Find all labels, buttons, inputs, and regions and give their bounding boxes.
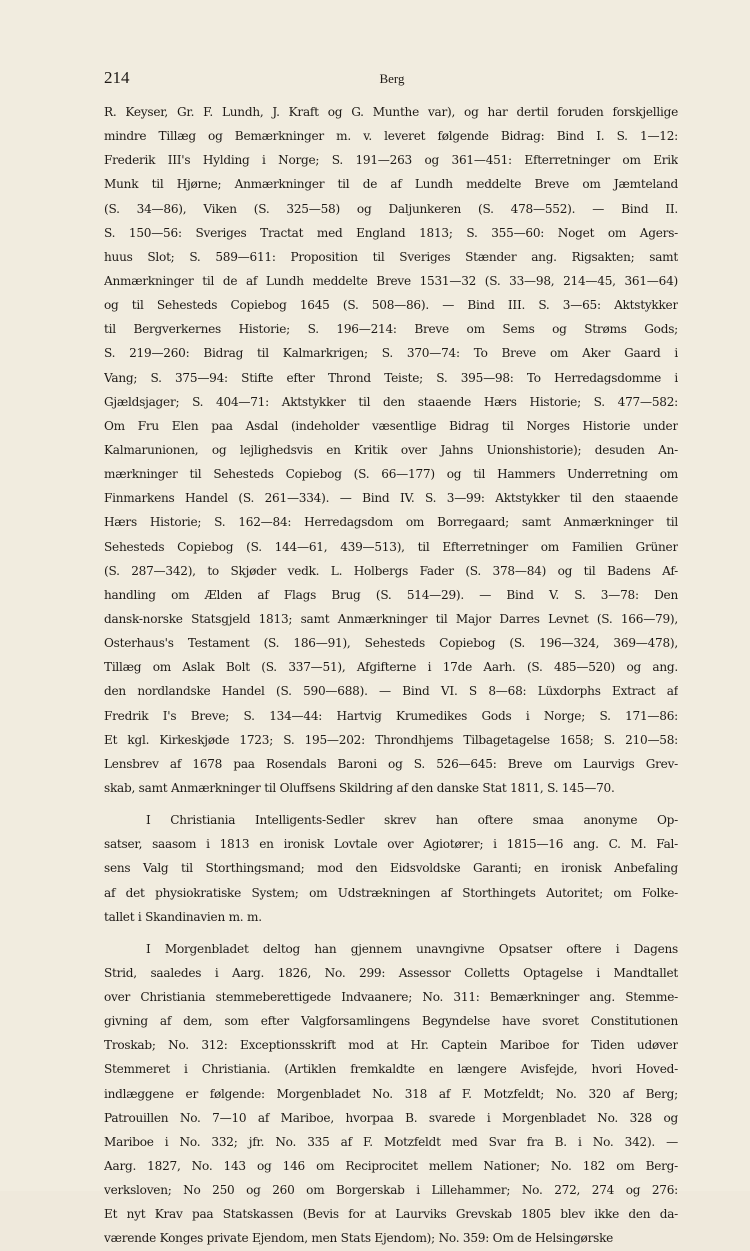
text-line: Om Fru Elen paa Asdal (indeholder væsentlige Bidrag til Norges Historie under [104,418,678,433]
text-line: sens Valg til Storthingsmand; mod den Eidsvoldske Garanti; en ironisk Anbefaling [104,861,678,876]
text-line: huus Slot; S. 589—611: Proposition til Sveriges Stænder ang. Rigsakten; samt [104,249,678,264]
page-header [104,68,680,92]
text-line: Hærs Historie; S. 162—84: Herredagsdom om Borregaard; samt Anmærkninger til [104,515,678,530]
text-line: Munk til Hjørne; Anmærkninger til de af Lundh meddelte Breve om Jæmteland [104,177,678,192]
text-line: Mariboe i No. 332; jfr. No. 335 af F. Motzfeldt med Svar fra B. i No. 342). — [104,1134,678,1149]
text-line: Et kgl. Kirkeskjøde 1723; S. 195—202: Throndhjems Tilbagetagelse 1658; S. 210—58: [104,732,678,747]
text-line: Finmarkens Handel (S. 261—334). — Bind IV. S. 3—99: Aktstykker til den staaende [104,491,678,506]
text-line: Strid, saaledes i Aarg. 1826, No. 299: Assessor Colletts Optagelse i Mandtallet [104,965,678,980]
text-line: skab, samt Anmærkninger til Oluffsens Skildring af den danske Stat 1811, S. 145—70. [104,780,615,795]
text-line: givning af dem, som efter Valgforsamlingens Begyndelse have svoret Constitutionen [104,1014,678,1029]
text-line: Tillæg om Aslak Bolt (S. 337—51), Afgifterne i 17de Aarh. (S. 485—520) og ang. [104,660,678,675]
text-line: Lensbrev af 1678 paa Rosendals Baroni og S. 526—645: Breve om Laurvigs Grev- [104,756,678,771]
text-line: Troskab; No. 312: Exceptionsskrift mod at Hr. Captein Mariboe for Tiden udøver [104,1038,678,1053]
paragraph-intelligents-sedler [104,808,678,929]
text-line: Frederik III's Hylding i Norge; S. 191—263 og 361—451: Efterretninger om Erik [104,153,678,168]
text-line: til Bergverkernes Historie; S. 196—214: Breve om Sems og Strøms Gods; [104,322,678,337]
text-line: Aarg. 1827, No. 143 og 146 om Reciprocitet mellem Nationer; No. 182 om Berg- [104,1159,678,1174]
text-line: tallet i Skandinavien m. m. [104,909,262,924]
text-line: Osterhaus's Testament (S. 186—91), Sehesteds Copiebog (S. 196—324, 369—478), [104,636,678,651]
text-line: R. Keyser, Gr. F. Lundh, J. Kraft og G. Munthe var), og har dertil foruden forskjellige [104,105,678,119]
text-line: Anmærkninger til de af Lundh meddelte Breve 1531—32 (S. 33—98, 214—45, 361—64) [104,273,678,288]
text-line: mindre Tillæg og Bemærkninger m. v. leveret følgende Bidrag: Bind I. S. 1—12: [104,129,678,144]
text-line: Gjældsjager; S. 404—71: Aktstykker til den staaende Hærs Historie; S. 477—582: [104,394,678,409]
paragraph-morgenbladet [104,937,678,1251]
text-line: Stemmeret i Christiania. (Artiklen fremkaldte en længere Avisfejde, hvori Hoved- [104,1062,678,1077]
text-line: (S. 287—342), to Skjøder vedk. L. Holbergs Fader (S. 378—84) og til Badens Af- [104,563,678,578]
text-line: S. 219—260: Bidrag til Kalmarkrigen; S. 370—74: To Breve om Aker Gaard i [104,346,678,361]
text-line: over Christiania stemmeberettigede Indvaanere; No. 311: Bemærkninger ang. Stemme- [104,990,678,1005]
text-line: S. 150—56: Sveriges Tractat med England 1813; S. 355—60: Noget om Agers- [104,225,678,240]
text-line: (S. 34—86), Viken (S. 325—58) og Daljunkeren (S. 478—552). — Bind II. [104,201,678,216]
text-line: af det physiokratiske System; om Udstrækningen af Storthingets Autoritet; om Folke- [104,885,678,900]
text-line: Fredrik I's Breve; S. 134—44: Hartvig Krumedikes Gods i Norge; S. 171—86: [104,708,678,723]
paragraph-bidrag [104,100,678,800]
text-line: Sehesteds Copiebog (S. 144—61, 439—513), til Efterretninger om Familien Grüner [104,539,678,554]
text-line: Patrouillen No. 7—10 af Mariboe, hvorpaa B. svarede i Morgenbladet No. 328 og [104,1110,678,1125]
text-line: satser, saasom i 1813 en ironisk Lovtale over Agiotører; i 1815—16 ang. C. M. Fal- [104,837,678,852]
running-title: Berg [379,71,405,86]
text-line: og til Sehesteds Copiebog 1645 (S. 508—86). — Bind III. S. 3—65: Aktstykker [104,298,678,313]
text-line: værende Konges private Ejendom, men Stats Ejendom); No. 359: Om de Helsingørske [104,1231,614,1246]
text-line: Et nyt Krav paa Statskassen (Bevis for at Laurviks Grevskab 1805 blev ikke den da- [104,1207,678,1222]
text-line: handling om Ælden af Flags Brug (S. 514—29). — Bind V. S. 3—78: Den [104,587,678,602]
text-line: mærkninger til Sehesteds Copiebog (S. 66—177) og til Hammers Underretning om [104,467,678,482]
text-line: Kalmarunionen, og lejlighedsvis en Kritik over Jahns Unionshistorie); desuden An- [104,442,678,457]
text-line: den nordlandske Handel (S. 590—688). — Bind VI. S 8—68: Lüxdorphs Extract af [104,684,678,699]
text-line: I Morgenbladet deltog han gjennem unavngivne Opsatser oftere i Dagens [146,941,678,956]
body-text [104,100,678,1251]
text-line: verksloven; No 250 og 260 om Borgerskab i Lillehammer; No. 272, 274 og 276: [104,1183,678,1198]
page-number: 214 [104,68,130,87]
text-line: dansk-norske Statsgjeld 1813; samt Anmærkninger til Major Darres Levnet (S. 166—79), [104,611,678,626]
text-line: I Christiania Intelligents-Sedler skrev han oftere smaa anonyme Op- [146,813,678,828]
text-line: indlæggene er følgende: Morgenbladet No. 318 af F. Motzfeldt; No. 320 af Berg; [104,1086,678,1101]
text-line: Vang; S. 375—94: Stifte efter Thrond Teiste; S. 395—98: To Herredagsdomme i [104,370,678,385]
